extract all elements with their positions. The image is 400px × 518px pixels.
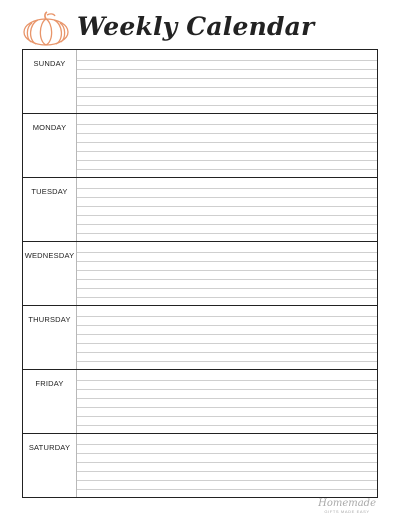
ruled-line — [77, 124, 377, 133]
ruled-line — [77, 87, 377, 96]
ruled-line — [77, 480, 377, 490]
writing-area[interactable] — [77, 114, 377, 177]
ruled-line — [77, 60, 377, 69]
ruled-line — [77, 389, 377, 398]
weekly-calendar-grid — [22, 49, 378, 498]
day-label: SATURDAY — [23, 434, 77, 497]
writing-area[interactable] — [77, 50, 377, 113]
page-title: Weekly Calendar — [77, 12, 315, 41]
ruled-line — [77, 69, 377, 78]
day-label: THURSDAY — [23, 306, 77, 369]
ruled-line — [77, 398, 377, 407]
day-row-tuesday — [23, 177, 377, 241]
ruled-line — [77, 325, 377, 334]
day-row-monday — [23, 113, 377, 177]
ruled-line — [77, 444, 377, 453]
ruled-line — [77, 352, 377, 362]
ruled-line — [77, 215, 377, 224]
ruled-line — [77, 188, 377, 197]
header — [0, 0, 400, 50]
ruled-line — [77, 316, 377, 325]
watermark-brand: Homemade — [318, 498, 376, 509]
pumpkin-icon — [20, 11, 72, 47]
writing-area[interactable] — [77, 306, 377, 369]
ruled-line — [77, 78, 377, 87]
writing-area[interactable] — [77, 178, 377, 241]
writing-area[interactable] — [77, 434, 377, 497]
day-row-thursday — [23, 305, 377, 369]
day-label: WEDNESDAY — [23, 242, 77, 305]
day-row-wednesday — [23, 241, 377, 305]
ruled-line — [77, 471, 377, 480]
ruled-line — [77, 270, 377, 279]
day-row-friday — [23, 369, 377, 433]
day-row-sunday — [23, 50, 377, 113]
day-label: FRIDAY — [23, 370, 77, 433]
day-label: TUESDAY — [23, 178, 77, 241]
ruled-line — [77, 160, 377, 170]
ruled-line — [77, 142, 377, 151]
ruled-line — [77, 96, 377, 106]
watermark-tagline: GIFTS MADE EASY — [324, 509, 370, 514]
ruled-line — [77, 462, 377, 471]
watermark — [318, 499, 376, 514]
ruled-line — [77, 261, 377, 270]
ruled-line — [77, 288, 377, 298]
ruled-line — [77, 407, 377, 416]
ruled-line — [77, 252, 377, 261]
writing-area[interactable] — [77, 370, 377, 433]
ruled-line — [77, 151, 377, 160]
ruled-line — [77, 224, 377, 234]
ruled-line — [77, 334, 377, 343]
ruled-line — [77, 279, 377, 288]
writing-area[interactable] — [77, 242, 377, 305]
day-label: SUNDAY — [23, 50, 77, 113]
day-label: MONDAY — [23, 114, 77, 177]
ruled-line — [77, 133, 377, 142]
ruled-line — [77, 206, 377, 215]
ruled-line — [77, 453, 377, 462]
day-row-saturday — [23, 433, 377, 497]
ruled-line — [77, 343, 377, 352]
ruled-line — [77, 380, 377, 389]
ruled-line — [77, 197, 377, 206]
ruled-line — [77, 416, 377, 426]
